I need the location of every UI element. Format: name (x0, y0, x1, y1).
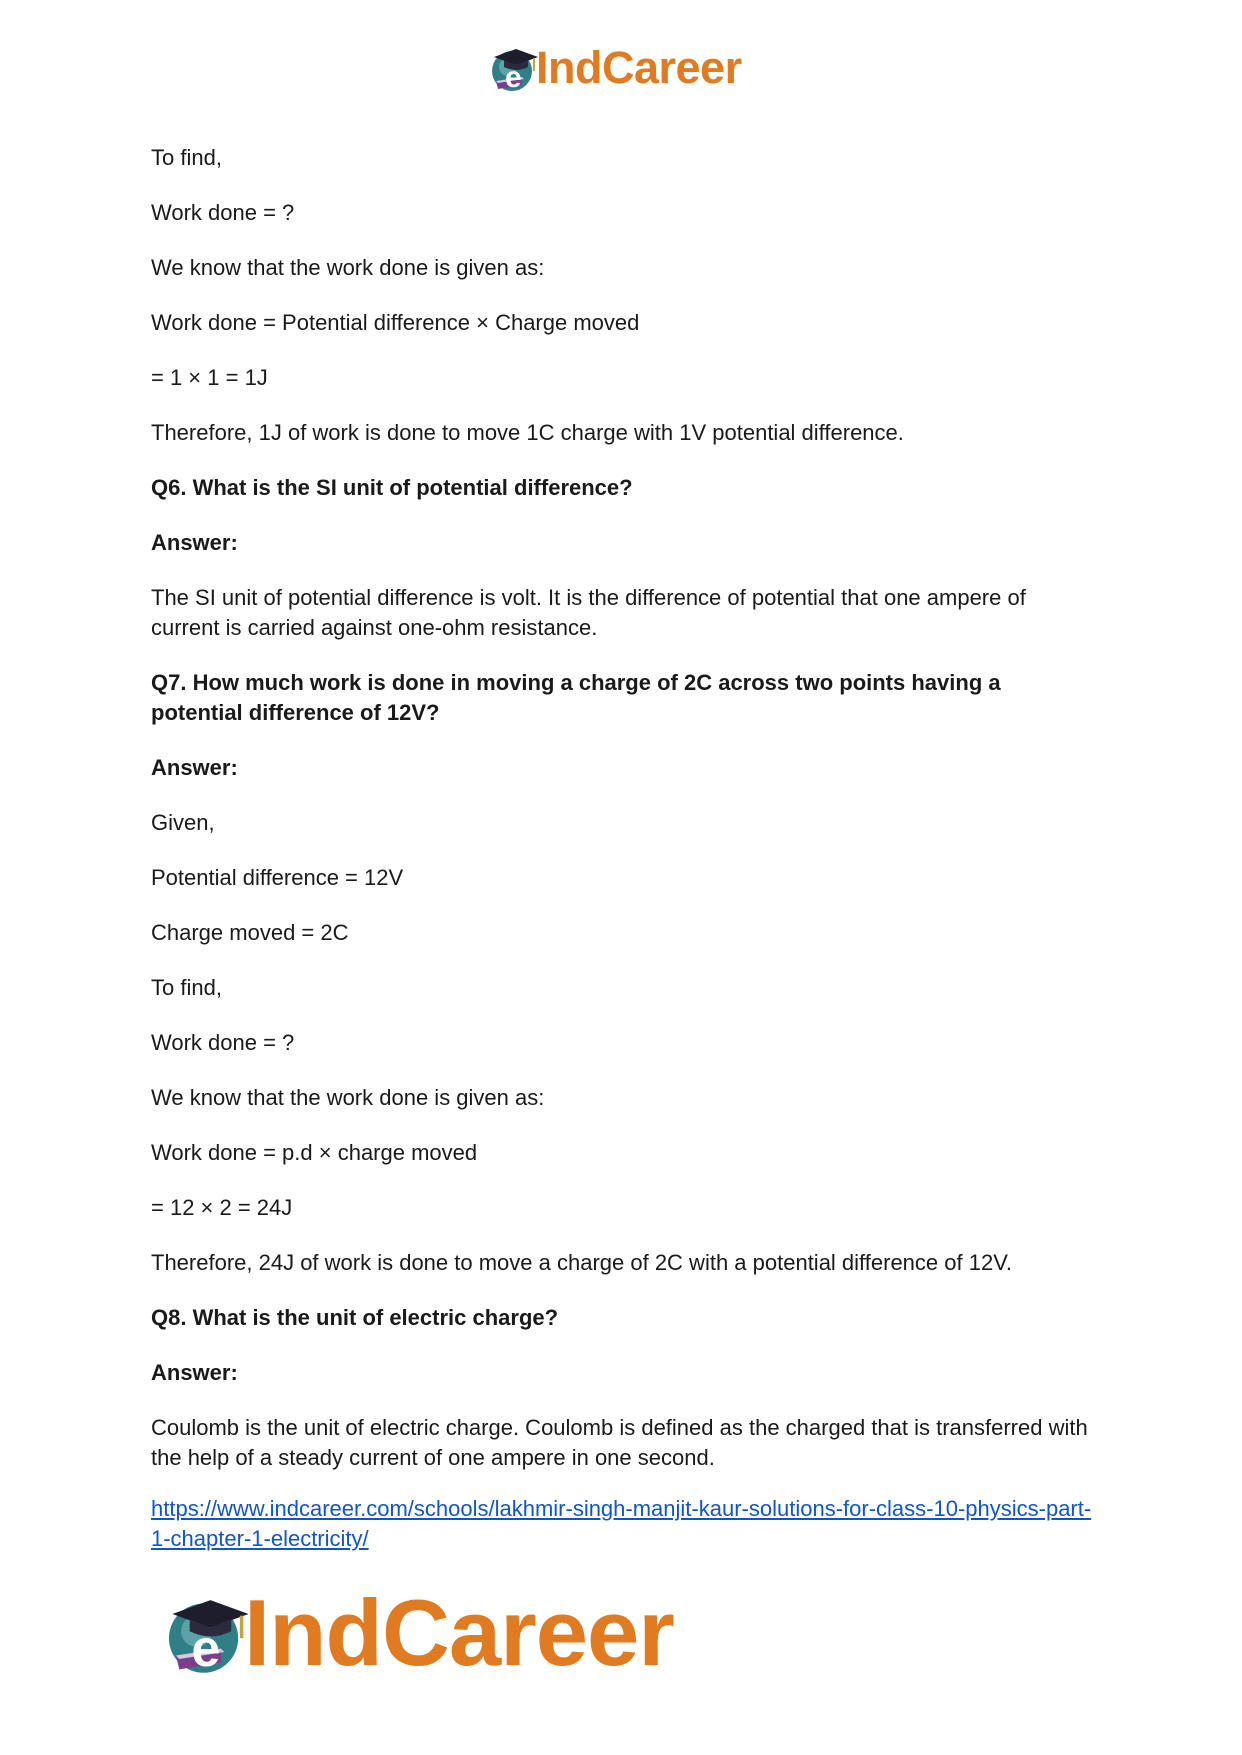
question-heading: Q8. What is the unit of electric charge? (151, 1305, 559, 1330)
paragraph: Therefore, 24J of work is done to move a charge of 2C with a potential difference of 12V. (151, 1250, 1012, 1275)
paragraph: Work done = ? (151, 200, 295, 225)
paragraph: To find, (151, 975, 222, 1000)
paragraph: Work done = p.d × charge moved (151, 1140, 478, 1165)
answer-label: Answer: (151, 1360, 238, 1385)
source-link-paragraph (151, 1494, 1096, 1554)
logo-text: IndCareer (244, 1580, 674, 1685)
answer-label: Answer: (151, 755, 238, 780)
paragraph: The SI unit of potential difference is volt. It is the difference of potential that one ampere of current is carried against one-ohm resistance. (151, 585, 1026, 640)
paragraph: Coulomb is the unit of electric charge. Coulomb is defined as the charged that is transferred with the help of a steady current of one ampere in one second. (151, 1415, 1088, 1470)
answer-label: Answer: (151, 530, 238, 555)
paragraph: Charge moved = 2C (151, 920, 349, 945)
svg-text:e: e (505, 61, 522, 93)
paragraph: To find, (151, 145, 222, 170)
globe-cap-icon (488, 43, 540, 93)
logo-text: IndCareer (536, 42, 742, 93)
paragraph: We know that the work done is given as: (151, 1085, 545, 1110)
globe-cap-icon (162, 1587, 252, 1679)
question-heading: Q7. How much work is done in moving a charge of 2C across two points having a potential difference of 12V? (151, 670, 1001, 725)
source-link[interactable]: https://www.indcareer.com/schools/lakhmir-singh-manjit-kaur-solutions-for-class-10-physics-part-1-chapter-1-electricity/ (151, 1496, 1092, 1551)
paragraph: Work done = ? (151, 1030, 295, 1055)
paragraph: Potential difference = 12V (151, 865, 404, 890)
question-heading: Q6. What is the SI unit of potential difference? (151, 475, 633, 500)
svg-text:e: e (191, 1619, 221, 1678)
paragraph: = 1 × 1 = 1J (151, 365, 268, 390)
paragraph: Therefore, 1J of work is done to move 1C charge with 1V potential difference. (151, 420, 904, 445)
paragraph: We know that the work done is given as: (151, 255, 545, 280)
paragraph: Work done = Potential difference × Charge moved (151, 310, 640, 335)
paragraph: = 12 × 2 = 24J (151, 1195, 293, 1220)
document-body (151, 143, 1096, 1579)
footer-logo (162, 1578, 674, 1688)
header-logo (488, 42, 742, 94)
paragraph: Given, (151, 810, 215, 835)
